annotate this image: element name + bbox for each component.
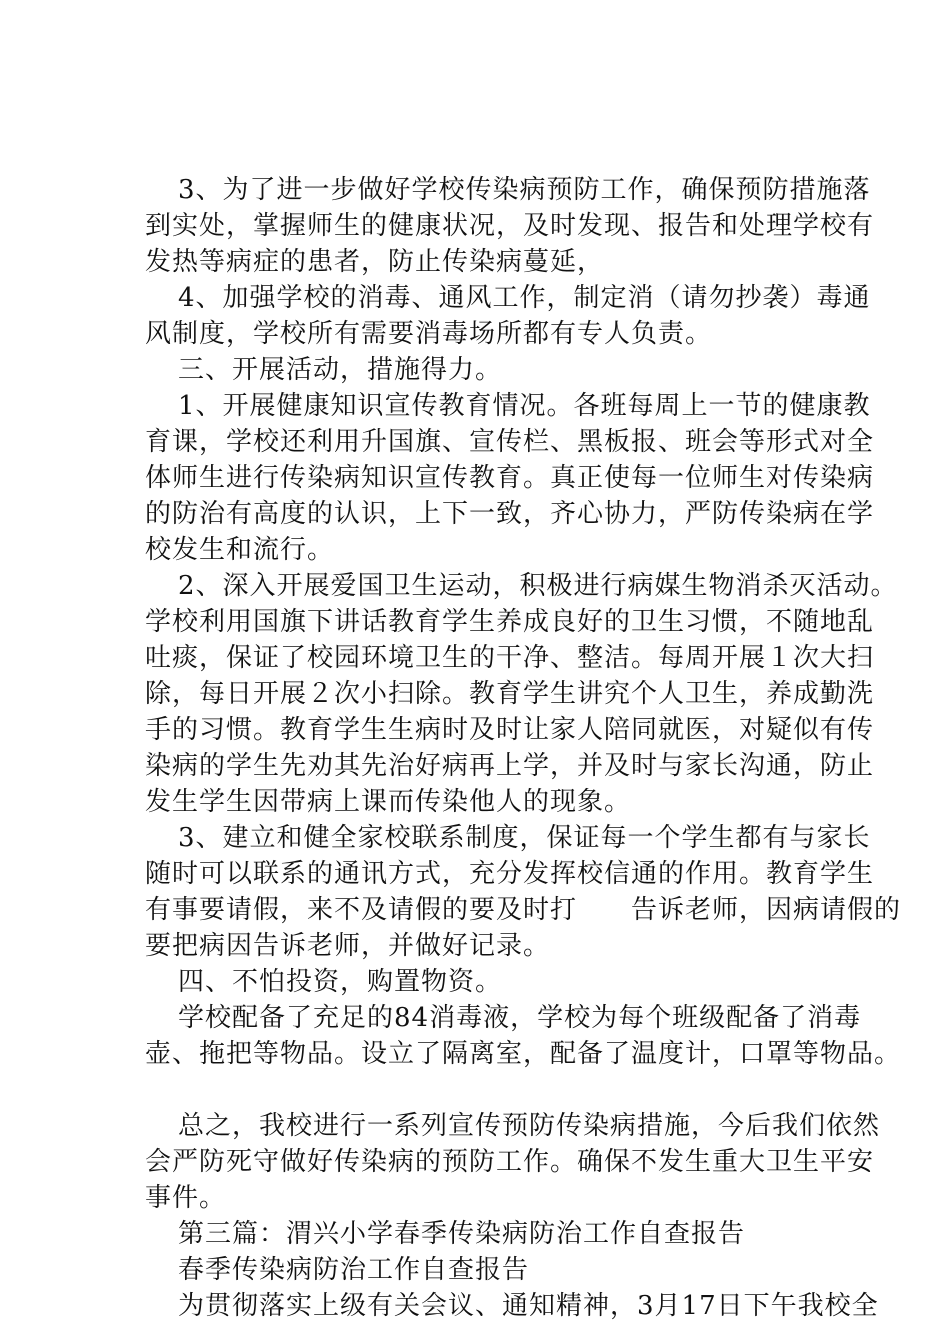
paragraph-line: 有事要请假，来不及请假的要及时打 告诉老师，因病请假的 <box>145 895 902 925</box>
paragraph-line: 壶、拖把等物品。设立了隔离室，配备了温度计，口罩等物品。 <box>145 1039 902 1069</box>
paragraph-line: 到实处，掌握师生的健康状况，及时发现、报告和处理学校有 <box>145 211 875 241</box>
section-heading: 三、开展活动，措施得力。 <box>178 355 503 385</box>
section-heading: 四、不怕投资，购置物资。 <box>178 967 503 997</box>
paragraph-line: 随时可以联系的通讯方式，充分发挥校信通的作用。教育学生 <box>145 859 875 889</box>
paragraph-line: 4、加强学校的消毒、通风工作，制定消（请勿抄袭）毒通 <box>178 283 871 313</box>
paragraph-line: 总之，我校进行一系列宣传预防传染病措施，今后我们依然 <box>178 1111 881 1141</box>
article-title: 第三篇：渭兴小学春季传染病防治工作自查报告 <box>178 1219 746 1249</box>
paragraph-line: 学校配备了充足的84消毒液，学校为每个班级配备了消毒 <box>178 1003 862 1033</box>
paragraph-line: 校发生和流行。 <box>145 535 335 565</box>
paragraph-line: 发生学生因带病上课而传染他人的现象。 <box>145 787 632 817</box>
paragraph-line: 2、深入开展爱国卫生运动，积极进行病媒生物消杀灭活动。 <box>178 571 898 601</box>
paragraph-line: 染病的学生先劝其先治好病再上学，并及时与家长沟通，防止 <box>145 751 875 781</box>
paragraph-line: 会严防死守做好传染病的预防工作。确保不发生重大卫生平安 <box>145 1147 875 1177</box>
paragraph-line: 3、为了进一步做好学校传染病预防工作，确保预防措施落 <box>178 175 871 205</box>
paragraph-line: 风制度，学校所有需要消毒场所都有专人负责。 <box>145 319 713 349</box>
paragraph-line: 的防治有高度的认识，上下一致，齐心协力，严防传染病在学 <box>145 499 875 529</box>
paragraph-line: 3、建立和健全家校联系制度，保证每一个学生都有与家长 <box>178 823 871 853</box>
paragraph-line: 吐痰，保证了校园环境卫生的干净、整洁。每周开展１次大扫 <box>145 643 875 673</box>
paragraph-line: 手的习惯。教育学生生病时及时让家人陪同就医，对疑似有传 <box>145 715 875 745</box>
paragraph-line: 为贯彻落实上级有关会议、通知精神，3月17日下午我校全 <box>178 1291 879 1321</box>
paragraph-line: 发热等病症的患者，防止传染病蔓延， <box>145 247 605 277</box>
paragraph-line: 育课，学校还利用升国旗、宣传栏、黑板报、班会等形式对全 <box>145 427 875 457</box>
paragraph-line: 1、开展健康知识宣传教育情况。各班每周上一节的健康教 <box>178 391 871 421</box>
paragraph-line: 除，每日开展２次小扫除。教育学生讲究个人卫生，养成勤洗 <box>145 679 875 709</box>
paragraph-line: 要把病因告诉老师，并做好记录。 <box>145 931 551 961</box>
paragraph-line: 事件。 <box>145 1183 227 1213</box>
paragraph-line: 体师生进行传染病知识宣传教育。真正使每一位师生对传染病 <box>145 463 875 493</box>
article-subtitle: 春季传染病防治工作自查报告 <box>178 1255 530 1285</box>
paragraph-line: 学校利用国旗下讲话教育学生养成良好的卫生习惯，不随地乱 <box>145 607 875 637</box>
